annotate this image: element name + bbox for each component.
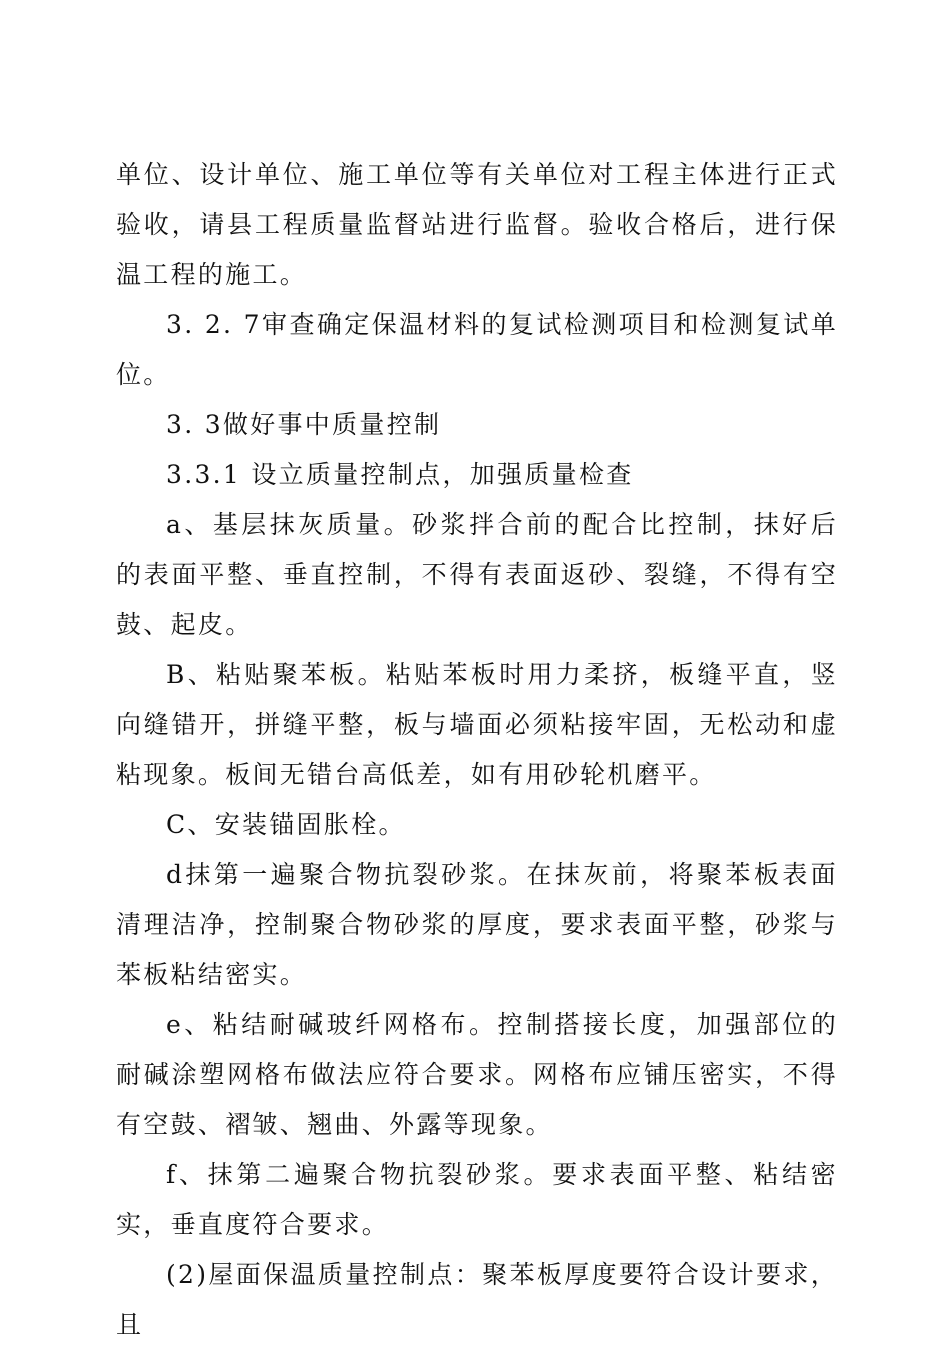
paragraph-item-e: e、粘结耐碱玻纤网格布。控制搭接长度，加强部位的耐碱涂塑网格布做法应符合要求。网格布应铺压密实，不得有空鼓、褶皱、翘曲、外露等现象。: [116, 1010, 838, 1139]
paragraph-item-f: f、抹第二遍聚合物抗裂砂浆。要求表面平整、粘结密实，垂直度符合要求。: [116, 1160, 838, 1239]
paragraph-item-c: C、安装锚固胀栓。: [166, 810, 406, 839]
heading-section-3-3: 3. 3做好事中质量控制: [166, 410, 442, 439]
paragraph-item-d: d抹第一遍聚合物抗裂砂浆。在抹灰前，将聚苯板表面清理洁净，控制聚合物砂浆的厚度，要求表面平整，砂浆与苯板粘结密实。: [116, 860, 838, 989]
paragraph-acceptance: 单位、设计单位、施工单位等有关单位对工程主体进行正式验收，请县工程质量监督站进行监督。验收合格后，进行保温工程的施工。: [116, 160, 838, 289]
paragraph-item-a: a、基层抹灰质量。砂浆拌合前的配合比控制，抹好后的表面平整、垂直控制，不得有表面返砂、裂缝，不得有空鼓、起皮。: [116, 510, 838, 639]
paragraph-item-b: B、粘贴聚苯板。粘贴苯板时用力柔挤，板缝平直，竖向缝错开，拼缝平整，板与墙面必须粘接牢固，无松动和虚粘现象。板间无错台高低差，如有用砂轮机磨平。: [116, 660, 838, 789]
heading-section-3-3-1: 3.3.1 设立质量控制点，加强质量检查: [166, 460, 634, 489]
paragraph-roof-insulation: (2)屋面保温质量控制点：聚苯板厚度要符合设计要求，且: [116, 1260, 838, 1339]
paragraph-section-3-2-7: 3. 2. 7审查确定保温材料的复试检测项目和检测复试单位。: [116, 310, 838, 389]
document-body: [116, 150, 838, 1350]
